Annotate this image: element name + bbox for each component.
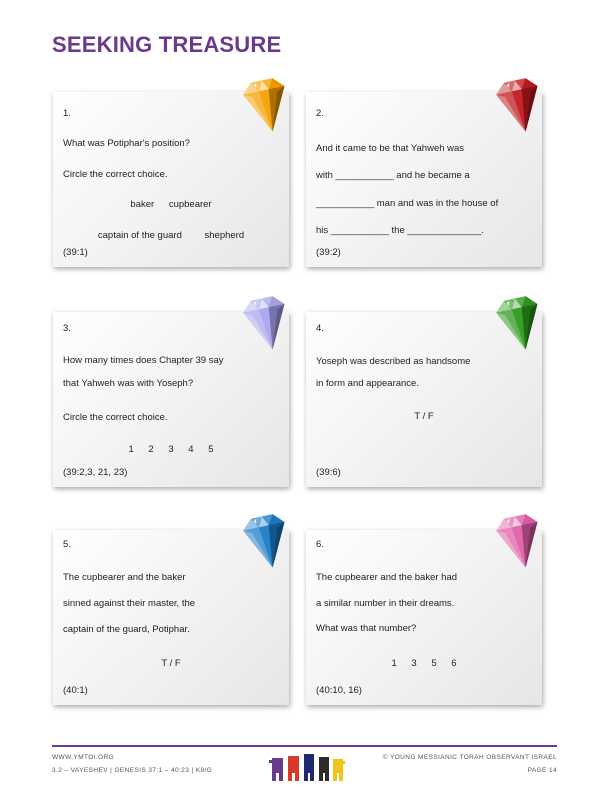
choice-option[interactable]: 2 [148, 444, 154, 455]
instruction-text: Circle the correct choice. [63, 169, 168, 180]
question-text: that Yahweh was with Yoseph? [63, 378, 194, 389]
question-text: What was Potiphar's position? [63, 138, 190, 149]
question-number: 1. [63, 108, 71, 119]
choice-option[interactable]: captain of the guard [97, 230, 182, 241]
footer-lesson-info: 3.2 – VAYESHEV | GENESIS 37:1 – 40:23 | K8/G [52, 767, 213, 774]
question-number: 2. [316, 108, 324, 119]
choice-option[interactable]: 5 [431, 658, 437, 669]
footer-copyright: © YOUNG MESSIANIC TORAH OBSERVANT ISRAEL [382, 754, 557, 761]
choice-option[interactable]: 5 [208, 444, 214, 455]
question-text: in form and appearance. [316, 378, 419, 389]
question-text: sinned against their master, the [63, 598, 196, 609]
scripture-reference: (39:2,3, 21, 23) [63, 467, 128, 478]
page-title: SEEKING TREASURE [52, 32, 282, 57]
footer-website[interactable]: WWW.YMTOI.ORG [52, 754, 115, 761]
question-text: The cupbearer and the baker had [316, 572, 458, 583]
scripture-reference: (39:6) [316, 467, 341, 478]
question-text: And it came to be that Yahweh was [316, 143, 465, 154]
logo-icon [268, 752, 346, 782]
gem-icon [234, 290, 300, 356]
choice-option[interactable]: cupbearer [168, 199, 212, 210]
question-number: 6. [316, 539, 324, 550]
choice-row [53, 230, 289, 241]
question-text: ___________ man and was in the house of [316, 198, 499, 209]
gem-icon [487, 508, 553, 574]
choice-option[interactable]: 4 [188, 444, 194, 455]
true-false-choice[interactable]: T / F [161, 658, 181, 669]
choice-option[interactable]: 1 [128, 444, 134, 455]
question-text: The cupbearer and the baker [63, 572, 186, 583]
figures-logo-icon [268, 752, 346, 782]
question-text: captain of the guard, Potiphar. [63, 624, 190, 635]
gem-icon [234, 508, 300, 574]
question-text: Yoseph was described as handsome [316, 356, 471, 367]
gem-icon [487, 290, 553, 356]
instruction-text: Circle the correct choice. [63, 412, 168, 423]
question-number: 5. [63, 539, 71, 550]
question-text: What was that number? [316, 623, 417, 634]
scripture-reference: (39:1) [63, 247, 88, 258]
gem-icon [234, 72, 300, 138]
question-number: 3. [63, 323, 71, 334]
choice-row [53, 444, 289, 455]
choice-row [306, 658, 542, 669]
footer-divider [52, 745, 557, 747]
choice-option[interactable]: 3 [411, 658, 417, 669]
choice-option[interactable]: 3 [168, 444, 174, 455]
question-number: 4. [316, 323, 324, 334]
question-text: his ___________ the ______________. [316, 225, 484, 236]
question-text: with ___________ and he became a [316, 170, 470, 181]
scripture-reference: (40:10, 16) [316, 685, 362, 696]
choice-option[interactable]: 6 [451, 658, 457, 669]
true-false-choice[interactable]: T / F [414, 411, 434, 422]
scripture-reference: (39:2) [316, 247, 341, 258]
question-text: How many times does Chapter 39 say [63, 355, 224, 366]
choice-option[interactable]: baker [130, 199, 155, 210]
scripture-reference: (40:1) [63, 685, 88, 696]
footer-page-number: PAGE 14 [527, 767, 557, 774]
question-text: a similar number in their dreams. [316, 598, 455, 609]
gem-icon [487, 72, 553, 138]
choice-option[interactable]: shepherd [204, 230, 245, 241]
choice-row [53, 199, 289, 210]
choice-option[interactable]: 1 [391, 658, 397, 669]
